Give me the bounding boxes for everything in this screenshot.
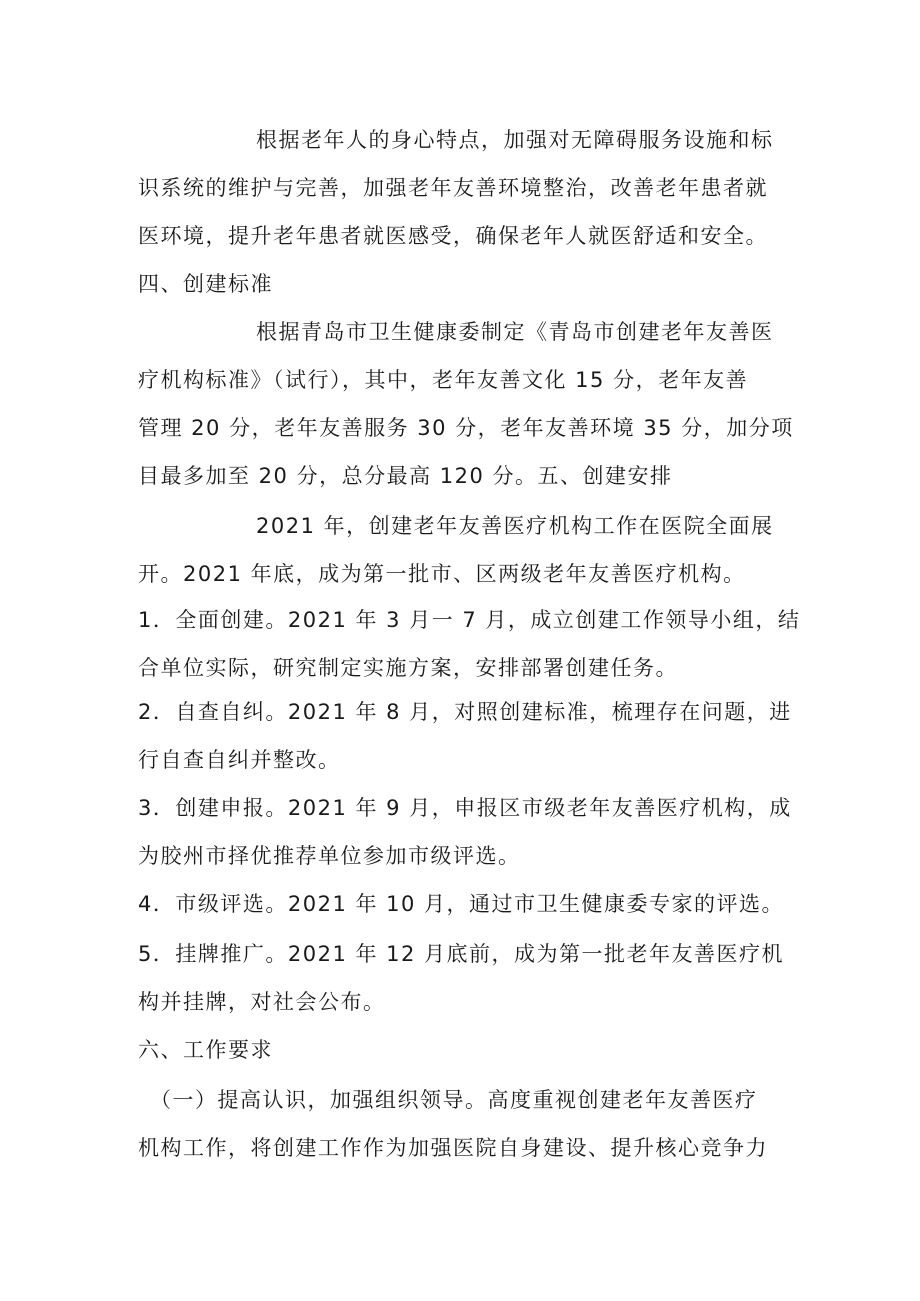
list-item-1 bbox=[138, 596, 801, 692]
text-line: （一）提高认识，加强组织领导。高度重视创建老年友善医疗 bbox=[150, 1088, 758, 1112]
heading-text: 六、工作要求 bbox=[138, 1038, 273, 1062]
text-line: 医环境，提升老年患者就医感受，确保老年人就医舒适和安全。 bbox=[138, 224, 768, 248]
paragraph-standards bbox=[138, 308, 794, 500]
list-item-4 bbox=[138, 880, 788, 928]
list-item-5 bbox=[138, 930, 788, 1026]
heading-text: 四、创建标准 bbox=[138, 272, 273, 296]
text-line: 合单位实际，研究制定实施方案，安排部署创建任务。 bbox=[138, 656, 678, 680]
paragraph-schedule-intro bbox=[138, 502, 788, 598]
paragraph-requirements bbox=[138, 1076, 788, 1172]
list-item-3 bbox=[138, 784, 792, 880]
paragraph-accessibility bbox=[138, 116, 788, 260]
text-line: 疗机构标准》（试行），其中，老年友善文化 15 分，老年友善 bbox=[138, 368, 749, 392]
text-line: 构并挂牌，对社会公布。 bbox=[138, 990, 386, 1014]
text-line: 2021 年，创建老年友善医疗机构工作在医院全面展 bbox=[256, 514, 774, 538]
text-line: 目最多加至 20 分，总分最高 120 分。五、创建安排 bbox=[138, 464, 673, 488]
text-line: 为胶州市择优推荐单位参加市级评选。 bbox=[138, 844, 521, 868]
list-item-2 bbox=[138, 688, 792, 784]
text-line: 识系统的维护与完善，加强老年友善环境整治，改善老年患者就 bbox=[138, 176, 768, 200]
text-line: 4．市级评选。2021 年 10 月，通过市卫生健康委专家的评选。 bbox=[138, 892, 785, 916]
section-heading-standards bbox=[138, 260, 788, 308]
text-line: 开。2021 年底，成为第一批市、区两级老年友善医疗机构。 bbox=[138, 562, 746, 586]
text-line: 机构工作，将创建工作作为加强医院自身建设、提升核心竞争力 bbox=[138, 1136, 768, 1160]
text-line: 行自查自纠并整改。 bbox=[138, 748, 341, 772]
text-line: 1．全面创建。2021 年 3 月一 7 月，成立创建工作领导小组，结 bbox=[138, 608, 801, 632]
section-heading-requirements bbox=[138, 1026, 788, 1074]
text-line: 3．创建申报。2021 年 9 月，申报区市级老年友善医疗机构，成 bbox=[138, 796, 792, 820]
text-line: 根据老年人的身心特点，加强对无障碍服务设施和标 bbox=[256, 128, 774, 152]
text-line: 5．挂牌推广。2021 年 12 月底前，成为第一批老年友善医疗机 bbox=[138, 942, 785, 966]
text-line: 2．自查自纠。2021 年 8 月，对照创建标准，梳理存在问题，进 bbox=[138, 700, 792, 724]
text-line: 根据青岛市卫生健康委制定《青岛市创建老年友善医 bbox=[256, 320, 774, 344]
text-line: 管理 20 分，老年友善服务 30 分，老年友善环境 35 分，加分项 bbox=[138, 416, 794, 440]
